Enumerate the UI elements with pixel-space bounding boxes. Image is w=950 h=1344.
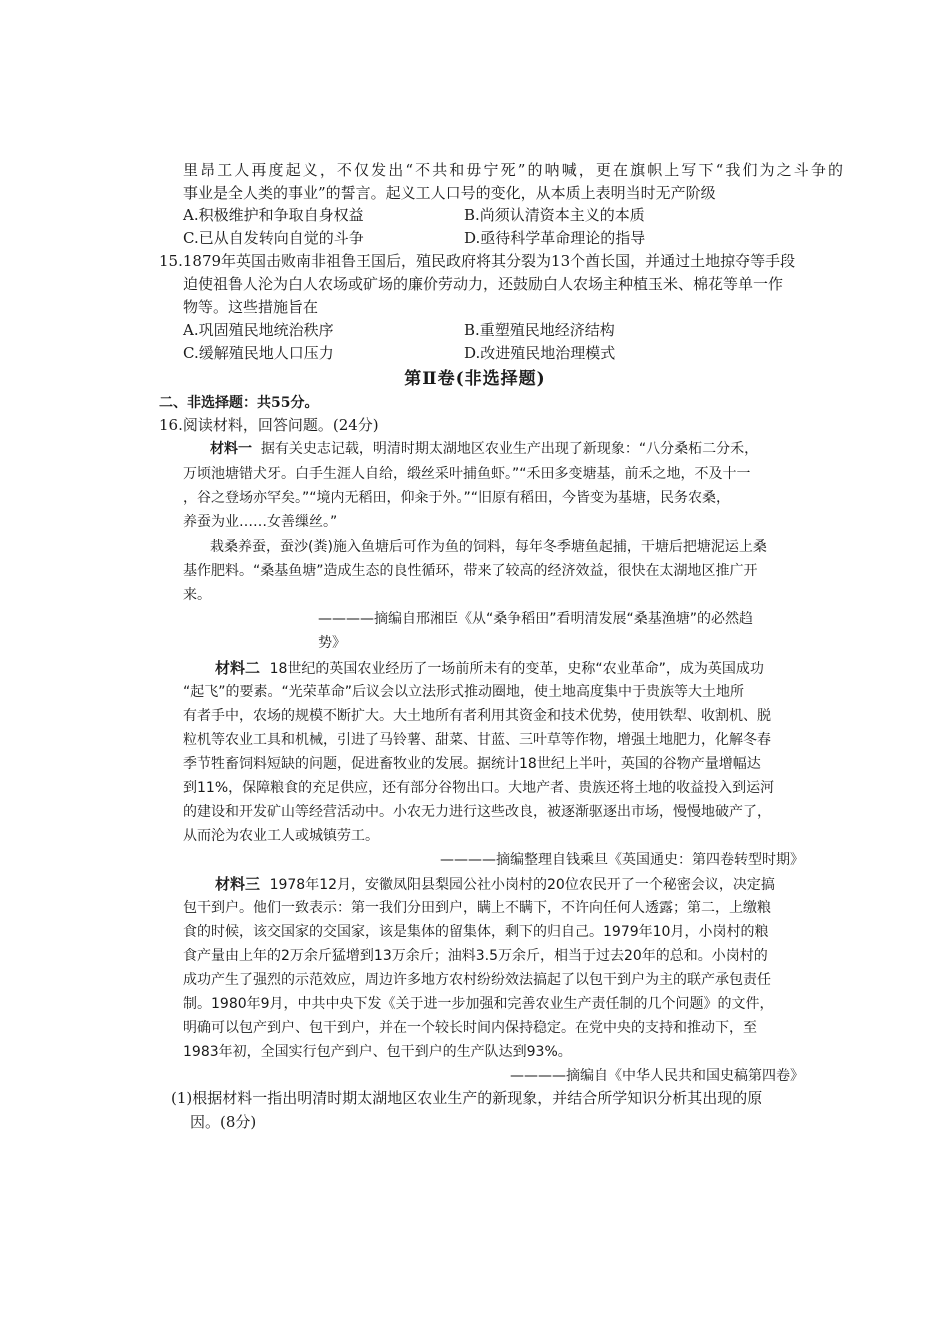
q14-option-a: A.积极维护和争取自身权益: [183, 206, 364, 224]
material-3-line7: 明确可以包产到户、包干到户，并在一个较长时间内保持稳定。在党中央的支持和推动下，至: [183, 1020, 757, 1036]
material-2-label: 材料二: [215, 659, 261, 677]
material-1-p2-line3: 来。: [183, 587, 211, 603]
q16-subquestion-1-line2: 因。(8分): [190, 1113, 257, 1131]
material-1-source-line1: ————摘编自邢湘臣《从“桑争稻田”看明清发展“桑基渔塘”的必然趋: [318, 611, 754, 627]
q14-option-c: C.已从自发转向自觉的斗争: [183, 229, 364, 247]
material-3-line6: 制。1980年9月，中共中央下发《关于进一步加强和完善农业生产责任制的几个问题》的文件，: [183, 996, 774, 1012]
material-1-p2-line1: 栽桑养蚕，蚕沙(粪)施入鱼塘后可作为鱼的饲料，每年冬季塘鱼起捕，干塘后把塘泥运上桑: [210, 539, 767, 555]
material-1-line1: [210, 439, 758, 459]
q15-option-d: D.改进殖民地治理模式: [464, 344, 616, 362]
material-3-line4: 食产量由上年的2万余斤猛增到13万余斤；油料3.5万余斤，相当于过去20年的总和。小岗村的: [183, 948, 768, 964]
material-2-source: ————摘编整理自钱乘旦《英国通史：第四卷转型时期》: [440, 852, 804, 868]
part2-heading: 二、非选择题：共55分。: [159, 395, 319, 411]
q15-option-b: B.重塑殖民地经济结构: [464, 321, 615, 339]
q14-stem-line2: 事业是全人类的事业”的誓言。起义工人口号的变化，从本质上表明当时无产阶级: [183, 184, 716, 202]
material-2-line6: 到11%，保障粮食的充足供应，还有部分谷物出口。大地产者、贵族还将土地的收益投入到运河: [183, 780, 775, 796]
material-2-line5: 季节牲畜饲料短缺的问题，促进畜牧业的发展。据统计18世纪上半叶，英国的谷物产量增幅达: [183, 756, 761, 772]
q14-option-d: D.亟待科学革命理论的指导: [464, 229, 646, 247]
material-1-text-1: 据有关史志记载，明清时期太湖地区农业生产出现了新现象：“八分桑柘二分禾，: [260, 441, 759, 457]
q14-stem-line1: 里昂工人再度起义，不仅发出“不共和毋宁死”的呐喊，更在旗帜上写下“我们为之斗争的: [183, 161, 843, 179]
material-3-label: 材料三: [215, 875, 261, 893]
material-1-line3: ，谷之登场亦罕矣。”“境内无稻田，仰籴于外。”“旧原有稻田，今皆变为基塘，民务农桑，: [183, 490, 731, 506]
material-1-label: 材料一: [210, 441, 252, 457]
material-3-source: ————摘编自《中华人民共和国史稿第四卷》: [510, 1068, 804, 1084]
q15-stem-line2: 迫使祖鲁人沦为白人农场或矿场的廉价劳动力，还鼓励白人农场主种植玉米、棉花等单一作: [183, 275, 784, 293]
material-1-line2: 万顷池塘错犬牙。白手生涯人自给，缎丝采叶捕鱼虾。”“禾田多变塘基，前禾之地，不及十一: [183, 466, 751, 482]
material-3-line3: 食的时候，该交国家的交国家，该是集体的留集体，剩下的归自己。1979年10月，小岗村的粮: [183, 924, 769, 940]
material-2-line7: 的建设和开发矿山等经营活动中。小农无力进行这些改良，被逐渐驱逐出市场，慢慢地破产了，: [183, 804, 771, 820]
material-3-line8: 1983年初，全国实行包产到户、包干到户的生产队达到93%。: [183, 1044, 572, 1060]
material-1-line4: 养蚕为业……女善缫丝。”: [183, 514, 338, 530]
section-title: 第Ⅱ卷(非选择题): [404, 369, 546, 389]
q15-stem-line3: 物等。这些措施旨在: [183, 298, 319, 316]
material-3-text-1: 1978年12月，安徽凤阳县梨园公社小岗村的20位农民开了一个秘密会议，决定搞: [269, 877, 775, 893]
q15-option-c: C.缓解殖民地人口压力: [183, 344, 334, 362]
q14-option-b: B.尚须认清资本主义的本质: [464, 206, 645, 224]
material-3-line5: 成功产生了强烈的示范效应，周边许多地方农村纷纷效法搞起了以包干到户为主的联产承包责任: [183, 972, 771, 988]
material-2-line8: 从而沦为农业工人或城镇劳工。: [183, 828, 379, 844]
material-2-text-1: 18世纪的英国农业经历了一场前所未有的变革，史称“农业革命”，成为英国成功: [269, 661, 764, 677]
material-1-p2-line2: 基作肥料。“桑基鱼塘”造成生态的良性循环，带来了较高的经济效益，很快在太湖地区推广开: [183, 563, 758, 579]
material-2-line3: 有者手中，农场的规模不断扩大。大土地所有者利用其资金和技术优势，使用铁犁、收割机、脱: [183, 708, 771, 724]
q16-intro: 16.阅读材料，回答问题。(24分): [159, 416, 379, 434]
material-2-line4: 粒机等农业工具和机械，引进了马铃薯、甜菜、甘蓝、三叶草等作物，增强土地肥力，化解冬春: [183, 732, 771, 748]
q15-option-a: A.巩固殖民地统治秩序: [183, 321, 334, 339]
material-3-line2: 包干到户。他们一致表示：第一我们分田到户，瞒上不瞒下，不许向任何人透露；第二，上缴粮: [183, 900, 771, 916]
q16-subquestion-1-line1: (1)根据材料一指出明清时期太湖地区农业生产的新现象，并结合所学知识分析其出现的原: [171, 1089, 763, 1107]
q15-stem-line1: 15.1879年英国击败南非祖鲁王国后，殖民政府将其分裂为13个酋长国，并通过土地掠夺等手段: [159, 252, 796, 270]
material-3-line1: [215, 874, 775, 895]
material-1-source-line2: 势》: [318, 635, 346, 651]
material-2-line2: “起飞”的要素。“光荣革命”后议会以立法形式推动圈地，使土地高度集中于贵族等大土地所: [183, 684, 745, 700]
material-2-line1: [215, 658, 764, 679]
